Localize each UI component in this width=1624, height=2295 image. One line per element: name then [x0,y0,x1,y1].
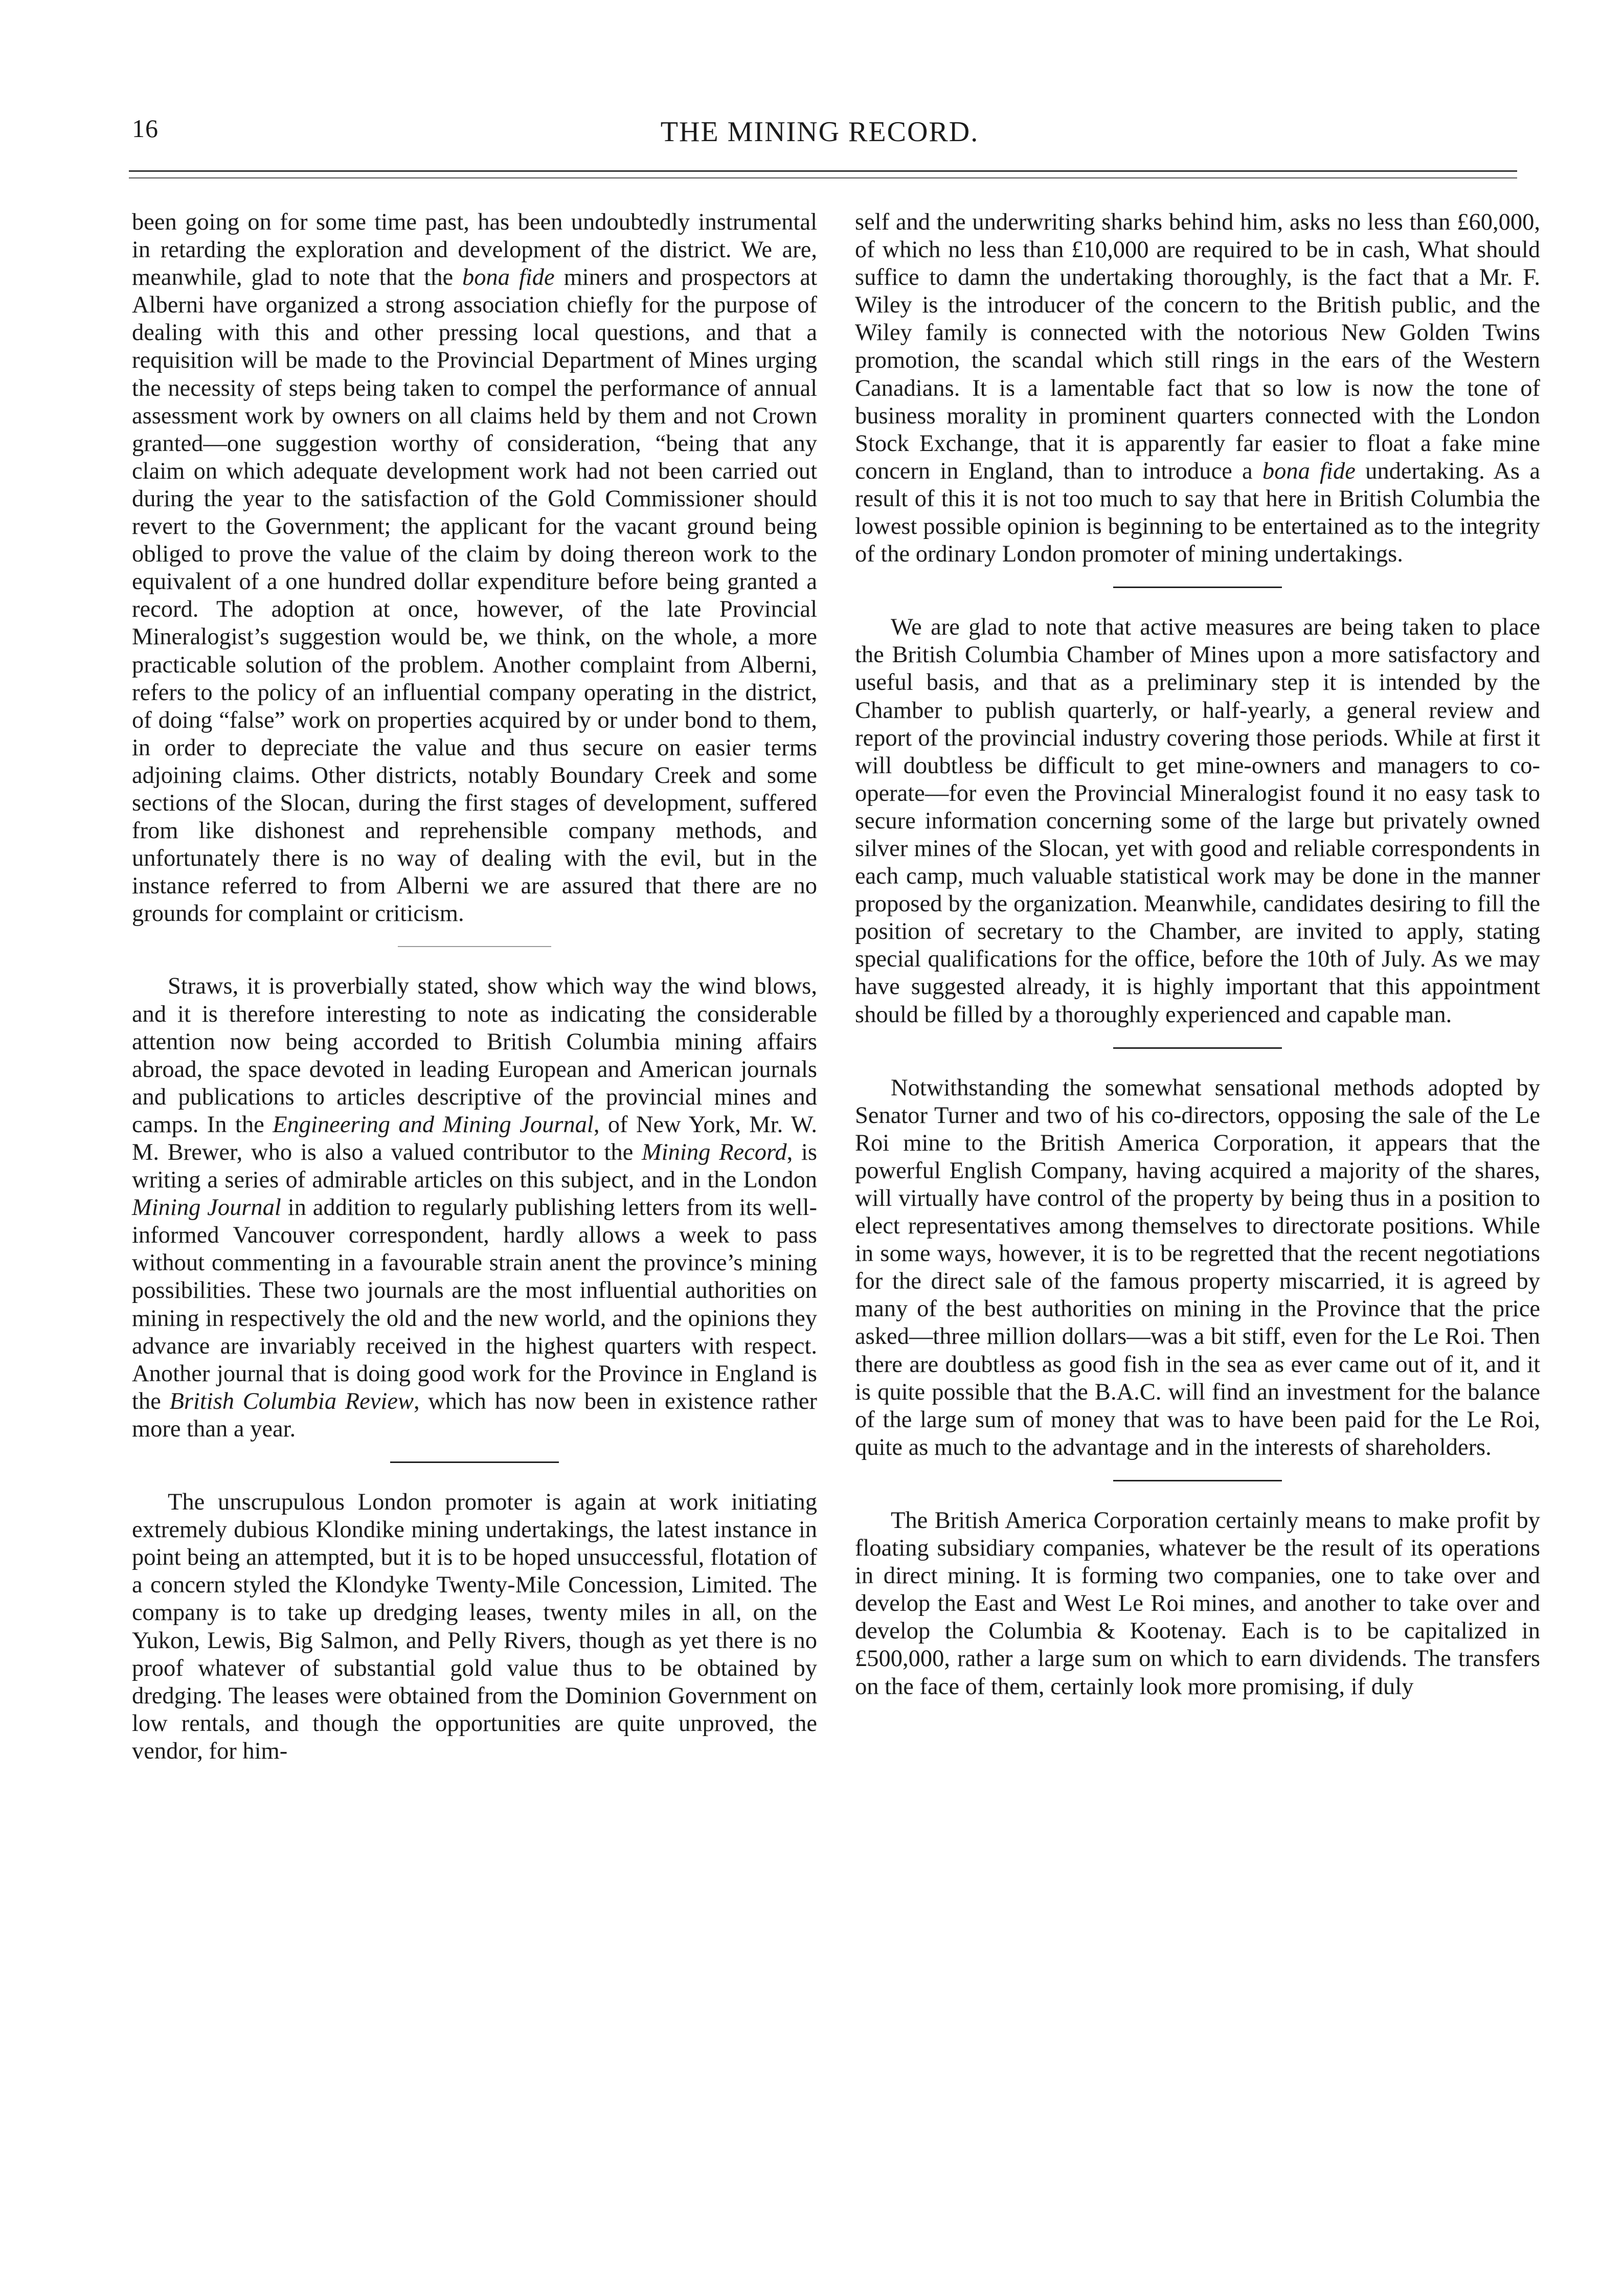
article-paragraph-underwriting [855,209,1540,568]
left-column [132,209,817,1765]
text-run: miners and prospectors at Alberni have organized a strong association chiefly for the purpose of dealing with this and other pressing local questions, and that a requisition will be made to the Provincial Department of Mines urging the necessity of steps being taken to compel the performance of annual assessment work by owners on all claims held by them and not Crown granted—one suggestion worthy of consideration, “being that any claim on which adequate development work had not been carried out during the year to the satisfaction of the Gold Commissioner should revert to the Government; the applicant for the vacant ground being obliged to prove the value of the claim by doing thereon work to the equivalent of a one hundred dollar expenditure before being granted a record. The adoption at once, however, of the late Provincial Mineralogist’s suggestion would be, we think, on the whole, a more practicable solution of the problem. Another complaint from Alberni, refers to the policy of an influential company operating in the district, of doing “false” work on properties acquired by or under bond to them, in order to depreciate the value and thus secure on easier terms adjoining claims. Other districts, notably Boundary Creek and some sections of the Slocan, during the first stages of development, suffered from like dishonest and reprehensible company methods, and unfortunately there is no way of dealing with the evil, but in the instance referred to from Alberni we are assured that there are no grounds for complaint or criticism. [132,264,817,927]
italic-run: British Columbia Review [169,1388,414,1414]
text-run: , which has now been in existence rather more than a year. [132,1388,818,1442]
header-rule-thick [129,170,1517,172]
italic-run: bona fide [1262,458,1356,484]
text-run: Straws, it is proverbially stated, show which way the wind blows, and it is therefore interesting to note as indicating the considerable attention now being accorded to British Columbia mining affairs abroad, the space devoted in leading European and American journals and publications to articles descriptive of the provincial mines and camps. In the [132,973,817,1138]
text-run: Notwithstanding the somewhat sensational methods adopted by Senator Turner and two of his co-directors, opposing the sale of the Le Roi mine to the British America Corporation, it appears that the powerful English Company, having acquired a majority of the shares, will virtually have control of the property by being thus in a position to elect representatives among themselves to directorate positions. While in some ways, however, it is to be regretted that the recent negotiations for the direct sale of the famous property miscarried, it is agreed by many of the best authorities on mining in the Province that the price asked—three million dollars—was a bit stiff, even for the Le Roi. Then there are doubtless as good fish in the sea as ever came out of it, and it is quite possible that the B.A.C. will find an investment for the balance of the large sum of money that was to have been paid for the Le Roi, quite as much to the advantage and in the interests of shareholders. [855,1074,1540,1460]
section-divider [1113,1047,1282,1049]
text-run: The British America Corporation certainly means to make profit by floating subsidiary companies, whatever be the result of its operations in direct mining. It is forming two companies, one to take over and develop the East and West Le Roi mines, and another to take over and develop the Columbia & Kootenay. Each is to be capitalized in £500,000, rather a large sum on which to earn dividends. The transfers on the face of them, certainly look more promising, if duly [855,1507,1540,1700]
italic-run: bona fide [462,264,555,291]
italic-run: Mining Journal [132,1195,281,1221]
section-divider [398,946,551,947]
section-divider [1113,1480,1282,1481]
italic-run: Engineering and Mining Journal [273,1111,594,1138]
text-run: undertaking. As a result of this it is not too much to say that here in British Columbia the lowest possible opinion is beginning to be entertained as to the integrity of the ordinary London promoter of mining undertakings. [855,458,1540,568]
article-paragraph-london-promoter [132,1489,817,1765]
text-run: , is writing a series of admirable articles on this subject, and in the London [132,1139,817,1194]
italic-run: Mining Record [642,1139,787,1165]
article-paragraph-bac-subsidiaries [855,1507,1540,1701]
article-paragraph-chamber-of-mines [855,614,1540,1028]
article-paragraph-le-roi [855,1074,1540,1461]
section-divider [1113,587,1282,588]
header-rule-thin [129,177,1517,178]
text-run: The unscrupulous London promoter is again at work initiating extremely dubious Klondike mining undertakings, the latest instance in point being an attempted, but it is to be hoped unsuccessful, flotation of a concern styled the Klondyke Twenty-Mile Concession, Limited. The company is to take up dredging leases, twenty miles in all, on the Yukon, Lewis, Big Salmon, and Pelly Rivers, though as yet there is no proof whatever of substantial gold value thus to be obtained by dredging. The leases were obtained from the Dominion Government on low rentals, and though the opportunities are quite unproved, the vendor, for him- [132,1489,817,1764]
right-column [855,209,1540,1701]
text-run: self and the underwriting sharks behind him, asks no less than £60,000, of which no less than £10,000 are required to be in cash, What should suffice to damn the undertaking thoroughly, is the fact that a Mr. F. Wiley is the introducer of the concern to the British public, and the Wiley family is connected with the notorious New Golden Twins promotion, the scandal which still rings in the ears of the Western Canadians. It is a lamentable fact that so low is now the tone of business morality in prominent quarters connected with the London Stock Exchange, that it is apparently far easier to float a fake mine concern in England, than to introduce a [855,209,1540,484]
text-run: in addition to regularly publishing letters from its well-informed Vancouver correspondent, hardly allows a week to pass without commenting in a favourable strain anent the province’s mining possibilities. These two journals are the most influential authorities on mining in respectively the old and the new world, and the opinions they advance are invariably received in the highest quarters with respect. Another journal that is doing good work for the Province in England is the [132,1195,817,1414]
section-divider [390,1461,559,1463]
text-run: been going on for some time past, has been undoubtedly instrumental in retarding the exploration and development of the district. We are, meanwhile, glad to note that the [132,209,817,291]
article-paragraph-alberni [132,209,817,928]
text-run: We are glad to note that active measures are being taken to place the British Columbia Chamber of Mines upon a more satisfactory and useful basis, and that as a preliminary step it is intended by the Chamber to publish quarterly, or half-yearly, a general review and report of the provincial industry covering those periods. While at first it will doubtless be difficult to get mine-owners and managers to co-operate—for even the Provincial Mineralogist found it no easy task to secure information concerning some of the large but privately owned silver mines of the Slocan, yet with good and reliable correspondents in each camp, much valuable statistical work may be done in the manner proposed by the organization. Meanwhile, candidates desiring to fill the position of secretary to the Chamber, are invited to apply, stating special qualifications for the office, before the 10th of July. As we may have suggested already, it is highly important that this appointment should be filled by a thoroughly experienced and capable man. [855,614,1540,1028]
text-run: , of New York, Mr. W. M. Brewer, who is also a valued contributor to the [132,1111,817,1165]
running-head-title: THE MINING RECORD. [660,116,979,148]
page-number: 16 [132,114,159,143]
article-paragraph-straws [132,973,817,1443]
